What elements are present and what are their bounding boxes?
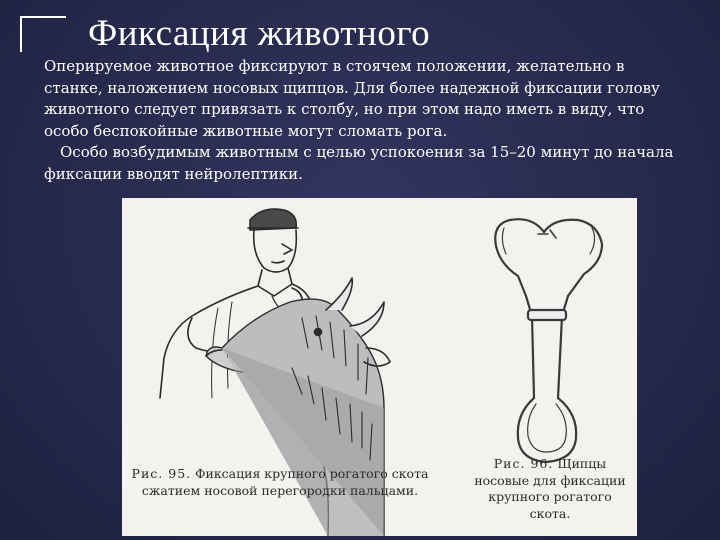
paragraph-2: Особо возбудимым животным с целью успокоения за 15–20 минут до начала фиксации вводят нейролептики. — [44, 143, 674, 183]
slide-title: Фиксация животного — [88, 13, 431, 54]
figure-96-caption — [474, 456, 626, 522]
figure-95-text: Фиксация крупного рогатого скота сжатием носовой перегородки пальцами. — [141, 466, 429, 498]
illustration-panel — [122, 198, 637, 536]
paragraph-1: Оперируемое животное фиксируют в стоячем положении, желательно в станке, наложением носовых щипцов. Для более надежной фиксации голову животного следует привязать к столбу, но при этом надо иметь в виду, что особо беспокойные животные могут сломать рога. — [44, 57, 660, 140]
title-bracket-decoration — [20, 16, 66, 52]
figure-95-caption — [130, 466, 430, 499]
figure-96-text: Щипцы носовые для фиксации крупного рогатого скота. — [474, 456, 626, 521]
nose-tongs-illustration — [495, 219, 602, 462]
figure-95-label: Рис. 95. — [131, 466, 192, 481]
slide-body — [44, 56, 684, 185]
figure-96-label: Рис. 96. — [493, 456, 554, 471]
